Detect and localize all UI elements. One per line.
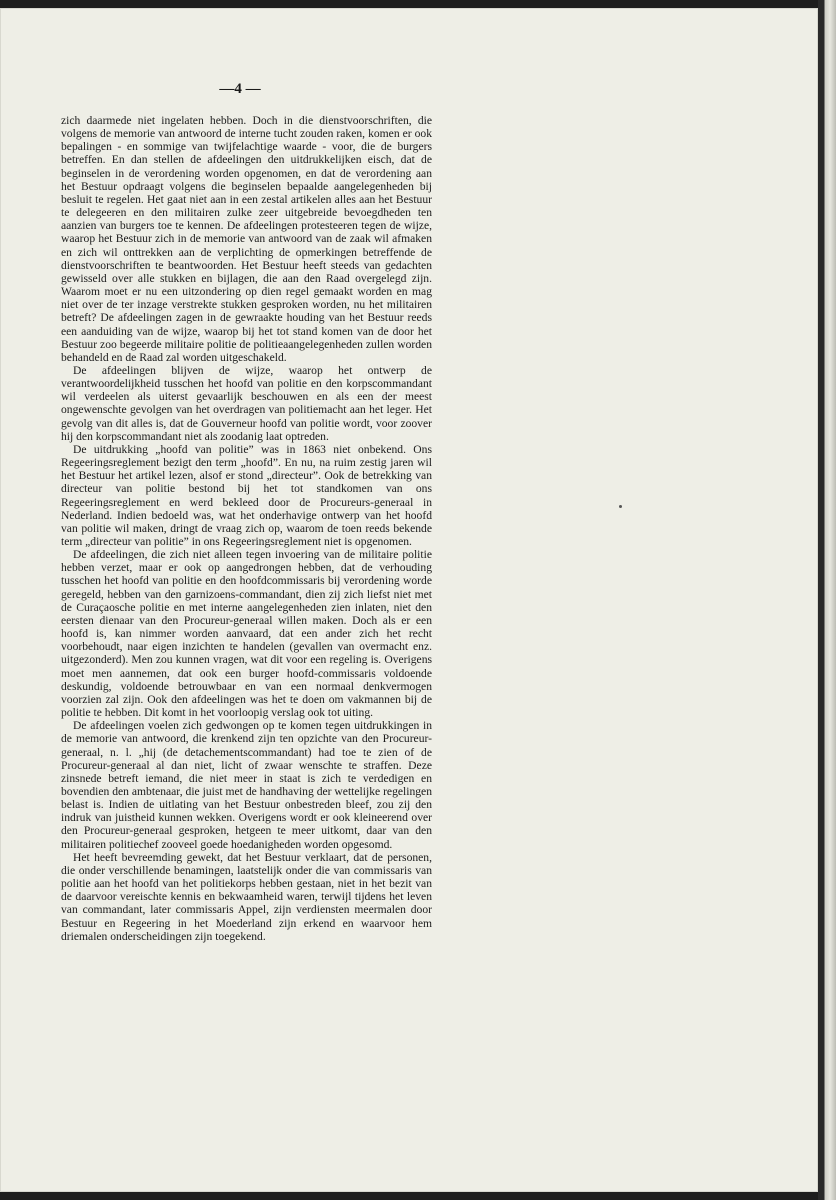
speck-mark [619, 505, 622, 508]
paragraph: De afdeelingen voelen zich gedwongen op te komen tegen uitdrukkingen in de memorie van antwoord, die krenkend zijn ten opzichte van den Procureur-generaal, n. l. „hij (de detachementscommandant) had toe te zien of de Procureur-generaal al dan niet, licht of zwaar wenschte te straffen. Deze zinsnede betreft iemand, die niet meer in staat is zich te verdedigen en bovendien den ambtenaar, die juist met de handhaving der wettelijke regelingen belast is. Indien de uitlating van het Bestuur onbestreden bleef, zou zij den indruk van juistheid kunnen wekken. Overigens wordt er ook kleineerend over den Procureur-generaal gesproken, hetgeen te meer uitkomt, daar van den militairen politiechef zooveel goede hoedanigheden worden opgesomd. [61, 719, 432, 851]
body-text [61, 114, 432, 943]
paragraph: Het heeft bevreemding gewekt, dat het Bestuur verklaart, dat de personen, die onder verschillende benamingen, laatstelijk onder die van commissaris van politie aan het hoofd van het politiekorps hebben gestaan, niet in het bezit van de daarvoor vereischte kennis en bekwaamheid waren, terwijl tijdens het leven van commandant, later commissaris Appel, zijn verdiensten meermalen door Bestuur en Regeering in het Moederland zijn erkend en waarvoor hem driemalen onderscheidingen zijn toegekend. [61, 850, 432, 943]
page-edge [818, 0, 836, 1200]
paragraph: De afdeelingen blijven de wijze, waarop het ontwerp de verantwoordelijkheid tusschen het hoofd van politie en den korpscommandant wil verdeelen als uiterst gevaarlijk beschouwen en als een der meest ongewenschte gevolgen van het overdragen van politiemacht aan het leger. Het gevolg van dit alles is, dat de Gouverneur hoofd van politie wordt, voor zoover hij den korpscommandant niet als zoodanig laat optreden. [61, 363, 432, 443]
paragraph: De uitdrukking „hoofd van politie” was in 1863 niet onbekend. Ons Regeeringsreglement bezigt den term „hoofd”. En nu, na ruim zestig jaren wil het Bestuur het artikel lezen, alsof er stond „directeur”. Ook de betrekking van directeur van politie bestond bij het tot standkomen van ons Regeeringsreglement en werd bekleed door de Procureurs-generaal in Nederland. Indien bedoeld was, wat het onderhavige ontwerp van het hoofd van politie wil maken, dringt de vraag zich op, waarom de toen reeds bekende term „directeur van politie” in ons Regeeringsreglement niet is opgenomen. [61, 442, 432, 548]
paragraph: De afdeelingen, die zich niet alleen tegen invoering van de militaire politie hebben verzet, maar er ook op aangedrongen hebben, dat de verhouding tusschen het hoofd van politie en den hoofdcommissaris bij verordening worde geregeld, hebben van den garnizoens-commandant, dien zij zich liefst niet met de Curaçaosche politie en met interne aangelegenheden zien inlaten, niet den eersten dienaar van den Procureur-generaal willen maken. Doch als er een hoofd is, kan nimmer worden aanvaard, dat een ander zich het recht voorbehoudt, naar eigen inzichten te handelen (gevallen van overmacht enz. uitgezonderd). Men zou kunnen vragen, wat dit voor een regeling is. Overigens moet men aannemen, dat ook een burger hoofd-commissaris voldoende deskundig, voldoende betrouwbaar en van een normaal denkvermogen voorzien zal zijn. Ook den afdeelingen was het te doen om vakmannen bij de politie te hebben. Dit komt in het voorloopig verslag ook tot uiting. [61, 548, 432, 720]
document-page [0, 8, 818, 1192]
page-number: —4 — [219, 81, 261, 97]
paragraph: zich daarmede niet ingelaten hebben. Doch in die dienstvoorschriften, die volgens de memorie van antwoord de interne tucht zouden raken, komen er ook bepalingen - en sommige van twijfelachtige waarde - voor, die de burgers betreffen. En dan stellen de afdeelingen den uitdrukkelijken eisch, dat de beginselen in de verordening worden opgenomen, en dat de verordening aan het Bestuur opdraagt volgens die beginselen bepaalde aangelegenheden bij besluit te regelen. Het gaat niet aan in een zestal artikelen alles aan het Bestuur te delegeeren en den militairen zulke zeer uitgebreide bevoegdheden ten aanzien van burgers toe te kennen. De afdeelingen protesteeren tegen de wijze, waarop het Bestuur zich in de memorie van antwoord van de zaak wil afmaken en zich wil onttrekken aan de verplichting de opmerkingen betreffende de dienstvoorschriften te beantwoorden. Het Bestuur heeft steeds van gedachten gewisseld over alle stukken en bijlagen, die aan den Raad overgelegd zijn. Waarom moet er nu een uitzondering op dien regel gemaakt worden en mag niet over de ter inzage verstrekte stukken gesproken worden, nu het militairen betreft? De afdeelingen zagen in de gewraakte houding van het Bestuur reeds een aanduiding van de wijze, waarop bij het tot stand komen van de door het Bestuur zoo begeerde militaire politie de politieaangelegenheden zullen worden behandeld en de Raad zal worden uitgeschakeld. [61, 114, 432, 364]
